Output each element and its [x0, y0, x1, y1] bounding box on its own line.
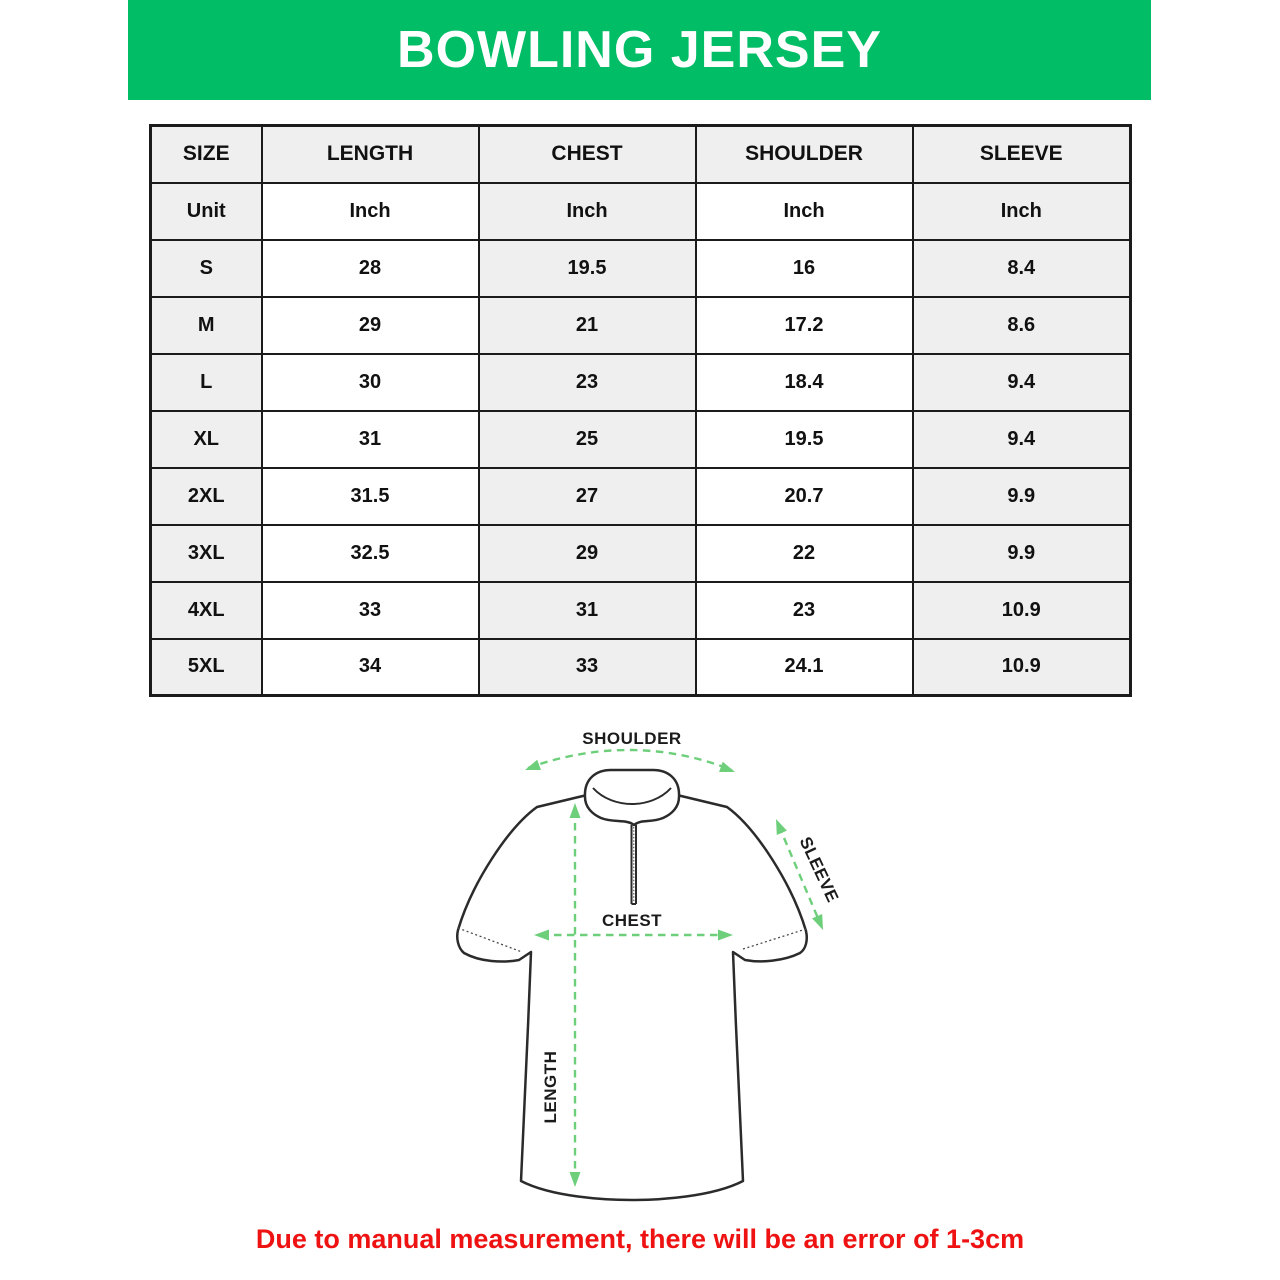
table-row	[151, 525, 1131, 582]
table-cell: 25	[479, 411, 696, 468]
size-table-container	[149, 124, 1132, 697]
table-cell: S	[151, 240, 262, 297]
table-cell: SHOULDER	[696, 126, 913, 183]
table-row	[151, 354, 1131, 411]
banner	[128, 0, 1151, 100]
size-table	[149, 124, 1132, 697]
unit-row	[151, 183, 1131, 240]
table-cell: XL	[151, 411, 262, 468]
table-row	[151, 411, 1131, 468]
table-row	[151, 639, 1131, 696]
table-row	[151, 240, 1131, 297]
table-cell: L	[151, 354, 262, 411]
table-cell: 32.5	[262, 525, 479, 582]
table-cell: SIZE	[151, 126, 262, 183]
table-cell: 21	[479, 297, 696, 354]
table-cell: 33	[479, 639, 696, 696]
table-cell: 9.9	[913, 468, 1131, 525]
table-cell: 5XL	[151, 639, 262, 696]
table-cell: 31	[262, 411, 479, 468]
table-cell: 2XL	[151, 468, 262, 525]
table-cell: Unit	[151, 183, 262, 240]
table-cell: 19.5	[696, 411, 913, 468]
table-cell: 8.6	[913, 297, 1131, 354]
table-cell: 34	[262, 639, 479, 696]
header-row	[151, 126, 1131, 183]
table-row	[151, 297, 1131, 354]
table-row	[151, 468, 1131, 525]
table-cell: LENGTH	[262, 126, 479, 183]
table-cell: 29	[479, 525, 696, 582]
table-cell: 3XL	[151, 525, 262, 582]
table-cell: 17.2	[696, 297, 913, 354]
table-cell: 28	[262, 240, 479, 297]
chest-label: CHEST	[601, 911, 663, 930]
jersey-diagram	[400, 700, 900, 1220]
table-cell: 31	[479, 582, 696, 639]
table-cell: 18.4	[696, 354, 913, 411]
measurement-note: Due to manual measurement, there will be an error of 1-3cm	[255, 1224, 1025, 1254]
table-cell: Inch	[262, 183, 479, 240]
table-cell: 27	[479, 468, 696, 525]
size-table-body	[151, 183, 1131, 696]
table-cell: 4XL	[151, 582, 262, 639]
table-cell: 33	[262, 582, 479, 639]
table-cell: 30	[262, 354, 479, 411]
table-cell: 22	[696, 525, 913, 582]
table-cell: CHEST	[479, 126, 696, 183]
table-cell: Inch	[696, 183, 913, 240]
table-cell: 8.4	[913, 240, 1131, 297]
table-cell: 29	[262, 297, 479, 354]
table-cell: 9.4	[913, 411, 1131, 468]
shoulder-arrow-line	[528, 750, 732, 770]
table-cell: 10.9	[913, 582, 1131, 639]
size-table-head	[151, 126, 1131, 183]
table-cell: 20.7	[696, 468, 913, 525]
table-cell: Inch	[913, 183, 1131, 240]
table-cell: 23	[479, 354, 696, 411]
table-cell: 9.9	[913, 525, 1131, 582]
table-cell: 24.1	[696, 639, 913, 696]
page-title: BOWLING JERSEY	[397, 21, 882, 79]
table-cell: SLEEVE	[913, 126, 1131, 183]
table-cell: 9.4	[913, 354, 1131, 411]
table-row	[151, 582, 1131, 639]
table-cell: 31.5	[262, 468, 479, 525]
sleeve-label: SLEEVE	[795, 833, 843, 906]
table-cell: 10.9	[913, 639, 1131, 696]
table-cell: 19.5	[479, 240, 696, 297]
table-cell: 16	[696, 240, 913, 297]
length-label: LENGTH	[541, 1050, 560, 1124]
shoulder-label: SHOULDER	[582, 729, 682, 748]
table-cell: Inch	[479, 183, 696, 240]
table-cell: 23	[696, 582, 913, 639]
table-cell: M	[151, 297, 262, 354]
